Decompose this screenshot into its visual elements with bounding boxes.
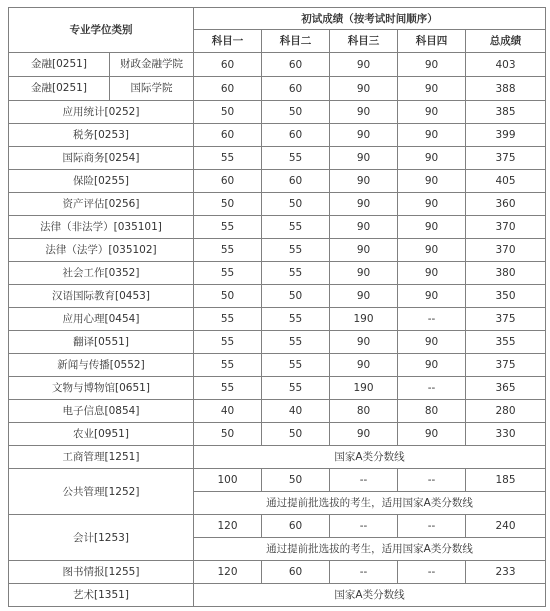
- score-cell: 55: [194, 308, 262, 331]
- score-cell: 90: [398, 239, 466, 262]
- score-cell: 90: [398, 285, 466, 308]
- total-header: 总成绩: [466, 30, 546, 53]
- major-cell: 新闻与传播[0552]: [9, 354, 194, 377]
- score-cell: --: [330, 515, 398, 538]
- score-cell: 50: [262, 423, 330, 446]
- score-cell: 90: [398, 354, 466, 377]
- score-cell: 55: [194, 377, 262, 400]
- table-row: [9, 285, 546, 308]
- table-row: [9, 124, 546, 147]
- score-cell: 90: [398, 53, 466, 77]
- score-cell: 55: [194, 262, 262, 285]
- score-table: [8, 7, 546, 607]
- score-cell: 90: [330, 354, 398, 377]
- score-cell: --: [330, 561, 398, 584]
- score-cell: 90: [330, 331, 398, 354]
- score-cell: --: [398, 308, 466, 331]
- total-cell: 405: [466, 170, 546, 193]
- table-row: [9, 331, 546, 354]
- table-row: [9, 53, 546, 77]
- score-cell: 55: [262, 354, 330, 377]
- major-cell: 文物与博物馆[0651]: [9, 377, 194, 400]
- subject-3-header: 科目三: [330, 30, 398, 53]
- score-cell: 40: [194, 400, 262, 423]
- score-cell: 190: [330, 377, 398, 400]
- score-cell: 90: [398, 77, 466, 101]
- school-name: 财政金融学院: [120, 58, 183, 70]
- score-cell: 55: [194, 331, 262, 354]
- score-cell: 60: [194, 77, 262, 101]
- score-cell: 80: [330, 400, 398, 423]
- score-cell: 55: [262, 147, 330, 170]
- score-cell: 190: [330, 308, 398, 331]
- total-cell: 399: [466, 124, 546, 147]
- table-row: [9, 262, 546, 285]
- major-cell: 公共管理[1252]: [9, 469, 194, 515]
- score-cell: 90: [330, 423, 398, 446]
- note-cell: 国家A类分数线: [194, 584, 546, 607]
- major-cell: 应用统计[0252]: [9, 101, 194, 124]
- score-cell: 60: [262, 124, 330, 147]
- score-cell: --: [398, 377, 466, 400]
- note-cell: 通过提前批选拔的考生，适用国家A类分数线: [194, 538, 546, 561]
- major-cell: 会计[1253]: [9, 515, 194, 561]
- major-cell: 法律（法学）[035102]: [9, 239, 194, 262]
- score-cell: 90: [398, 101, 466, 124]
- table-row: [9, 170, 546, 193]
- total-cell: 240: [466, 515, 546, 538]
- score-cell: 60: [262, 53, 330, 77]
- score-cell: 55: [194, 147, 262, 170]
- score-cell: 80: [398, 400, 466, 423]
- major-cell: 税务[0253]: [9, 124, 194, 147]
- major-cell: 资产评估[0256]: [9, 193, 194, 216]
- total-cell: 375: [466, 308, 546, 331]
- score-cell: 90: [330, 239, 398, 262]
- table-row: [9, 193, 546, 216]
- table-row: [9, 423, 546, 446]
- score-cell: 50: [194, 423, 262, 446]
- score-cell: 50: [194, 193, 262, 216]
- score-cell: 90: [330, 262, 398, 285]
- major-cell: 农业[0951]: [9, 423, 194, 446]
- major-cell: 应用心理[0454]: [9, 308, 194, 331]
- score-cell: 90: [330, 285, 398, 308]
- score-cell: 60: [262, 77, 330, 101]
- score-cell: 55: [194, 354, 262, 377]
- score-cell: 50: [262, 193, 330, 216]
- total-cell: 233: [466, 561, 546, 584]
- score-cell: 50: [194, 101, 262, 124]
- score-cell: 60: [262, 561, 330, 584]
- score-cell: 90: [398, 147, 466, 170]
- score-cell: 55: [262, 308, 330, 331]
- score-cell: 90: [330, 147, 398, 170]
- major-cell: 社会工作[0352]: [9, 262, 194, 285]
- table-row: [9, 354, 546, 377]
- total-cell: 375: [466, 147, 546, 170]
- note-cell: 国家A类分数线: [194, 446, 546, 469]
- school-name: 国际学院: [130, 82, 173, 94]
- score-cell: 90: [330, 101, 398, 124]
- score-cell: 55: [262, 262, 330, 285]
- score-cell: 55: [262, 377, 330, 400]
- score-cell: 120: [194, 515, 262, 538]
- major-cell: 汉语国际教育[0453]: [9, 285, 194, 308]
- score-cell: 90: [398, 216, 466, 239]
- major-name: 金融[0251]: [9, 53, 110, 76]
- major-cell: 工商管理[1251]: [9, 446, 194, 469]
- score-cell: 90: [330, 124, 398, 147]
- score-cell: 50: [262, 469, 330, 492]
- table-row: [9, 77, 546, 101]
- total-cell: 375: [466, 354, 546, 377]
- score-cell: 55: [194, 216, 262, 239]
- total-cell: 370: [466, 216, 546, 239]
- score-cell: 50: [262, 285, 330, 308]
- score-cell: 55: [262, 216, 330, 239]
- major-cell: 图书情报[1255]: [9, 561, 194, 584]
- score-cell: 90: [330, 193, 398, 216]
- score-cell: 90: [398, 170, 466, 193]
- total-cell: 350: [466, 285, 546, 308]
- score-cell: 90: [398, 124, 466, 147]
- subject-4-header: 科目四: [398, 30, 466, 53]
- table-row: [9, 216, 546, 239]
- total-cell: 330: [466, 423, 546, 446]
- total-cell: 280: [466, 400, 546, 423]
- major-cell: [9, 53, 194, 77]
- score-cell: 90: [330, 53, 398, 77]
- table-row-mpacc: [9, 515, 546, 538]
- score-cell: 90: [398, 423, 466, 446]
- table-row: [9, 239, 546, 262]
- table-row-lib: [9, 561, 546, 584]
- table-row: [9, 147, 546, 170]
- score-cell: 60: [194, 170, 262, 193]
- total-cell: 370: [466, 239, 546, 262]
- score-cell: --: [398, 469, 466, 492]
- score-cell: 90: [330, 216, 398, 239]
- total-cell: 360: [466, 193, 546, 216]
- table-row: [9, 101, 546, 124]
- table-row: [9, 377, 546, 400]
- score-cell: --: [330, 469, 398, 492]
- score-cell: 60: [194, 53, 262, 77]
- table-row-mpa: [9, 469, 546, 492]
- table-row: [9, 400, 546, 423]
- score-cell: 50: [262, 101, 330, 124]
- major-name: 金融[0251]: [9, 77, 110, 100]
- subject-1-header: 科目一: [194, 30, 262, 53]
- score-cell: 60: [194, 124, 262, 147]
- score-cell: 55: [194, 239, 262, 262]
- total-cell: 365: [466, 377, 546, 400]
- score-cell: 55: [262, 239, 330, 262]
- score-cell: 60: [262, 170, 330, 193]
- major-cell: 电子信息[0854]: [9, 400, 194, 423]
- major-cell: [9, 77, 194, 101]
- major-cell: 法律（非法学）[035101]: [9, 216, 194, 239]
- major-cell: 艺术[1351]: [9, 584, 194, 607]
- score-cell: 90: [398, 331, 466, 354]
- major-cell: 翻译[0551]: [9, 331, 194, 354]
- score-cell: --: [398, 561, 466, 584]
- score-cell: 50: [194, 285, 262, 308]
- score-cell: 40: [262, 400, 330, 423]
- major-cell: 保险[0255]: [9, 170, 194, 193]
- subject-2-header: 科目二: [262, 30, 330, 53]
- score-cell: 90: [330, 77, 398, 101]
- score-cell: 90: [398, 193, 466, 216]
- score-cell: 100: [194, 469, 262, 492]
- score-cell: 90: [330, 170, 398, 193]
- total-cell: 385: [466, 101, 546, 124]
- score-cell: --: [398, 515, 466, 538]
- score-cell: 60: [262, 515, 330, 538]
- total-cell: 403: [466, 53, 546, 77]
- table-row: [9, 308, 546, 331]
- total-cell: 355: [466, 331, 546, 354]
- total-cell: 185: [466, 469, 546, 492]
- score-cell: 55: [262, 331, 330, 354]
- score-cell: 120: [194, 561, 262, 584]
- note-cell: 通过提前批选拔的考生，适用国家A类分数线: [194, 492, 546, 515]
- major-cell: 国际商务[0254]: [9, 147, 194, 170]
- score-cell: 90: [398, 262, 466, 285]
- total-cell: 380: [466, 262, 546, 285]
- total-cell: 388: [466, 77, 546, 101]
- initial-score-header: 初试成绩（按考试时间顺序）: [194, 8, 546, 30]
- major-header: 专业学位类别: [9, 8, 194, 53]
- table-row-art: [9, 584, 546, 607]
- table-row-mba: [9, 446, 546, 469]
